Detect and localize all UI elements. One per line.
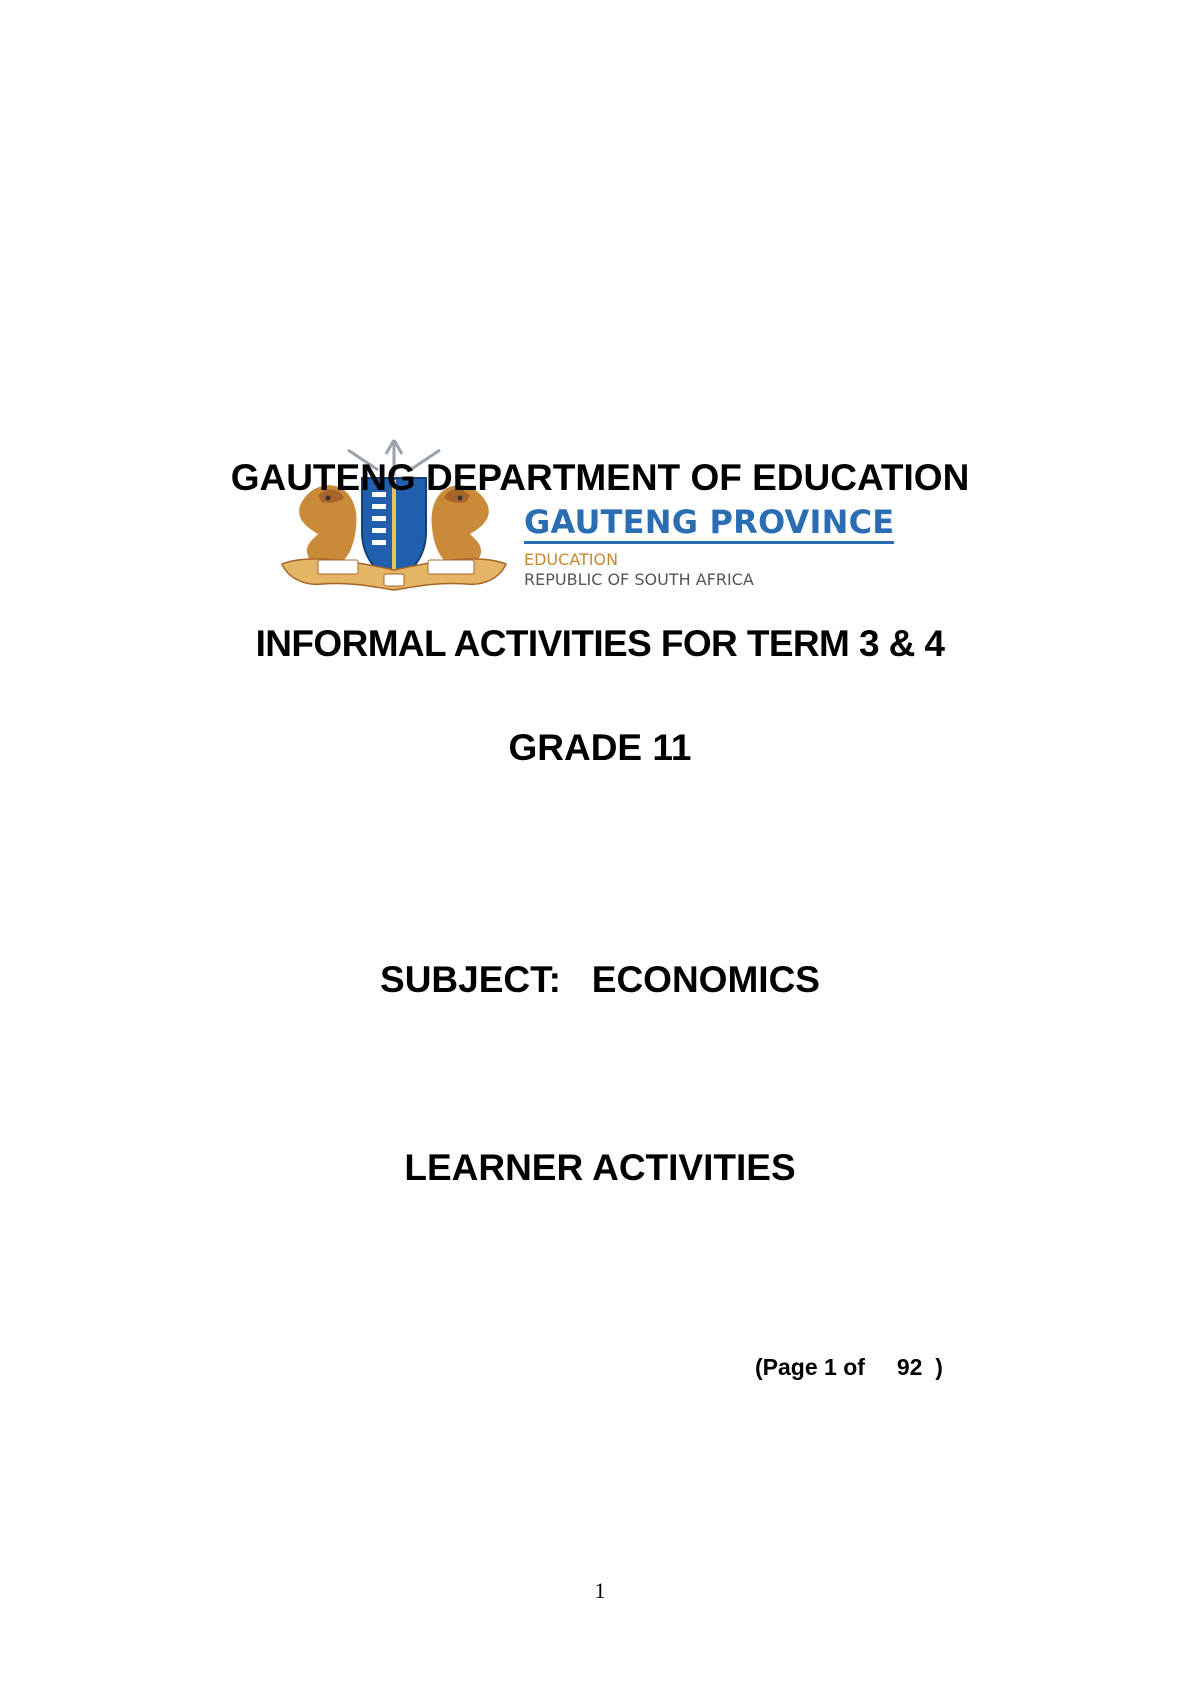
page-number: 1 [594, 1578, 606, 1603]
page-reference: (Page 1 of 92 ) [755, 1354, 943, 1380]
logo-country-name: REPUBLIC OF SOUTH AFRICA [524, 570, 754, 589]
audience-title: LEARNER ACTIVITIES [404, 1147, 796, 1188]
logo-department-name: EDUCATION [524, 550, 619, 569]
grade-title: GRADE 11 [508, 727, 692, 768]
logo-wordmark [524, 504, 894, 590]
activity-title: INFORMAL ACTIVITIES FOR TERM 3 & 4 [255, 623, 945, 664]
logo-province-name: GAUTENG PROVINCE [524, 504, 894, 544]
department-title: GAUTENG DEPARTMENT OF EDUCATION [230, 457, 970, 498]
subject-title: SUBJECT: ECONOMICS [380, 959, 820, 1000]
